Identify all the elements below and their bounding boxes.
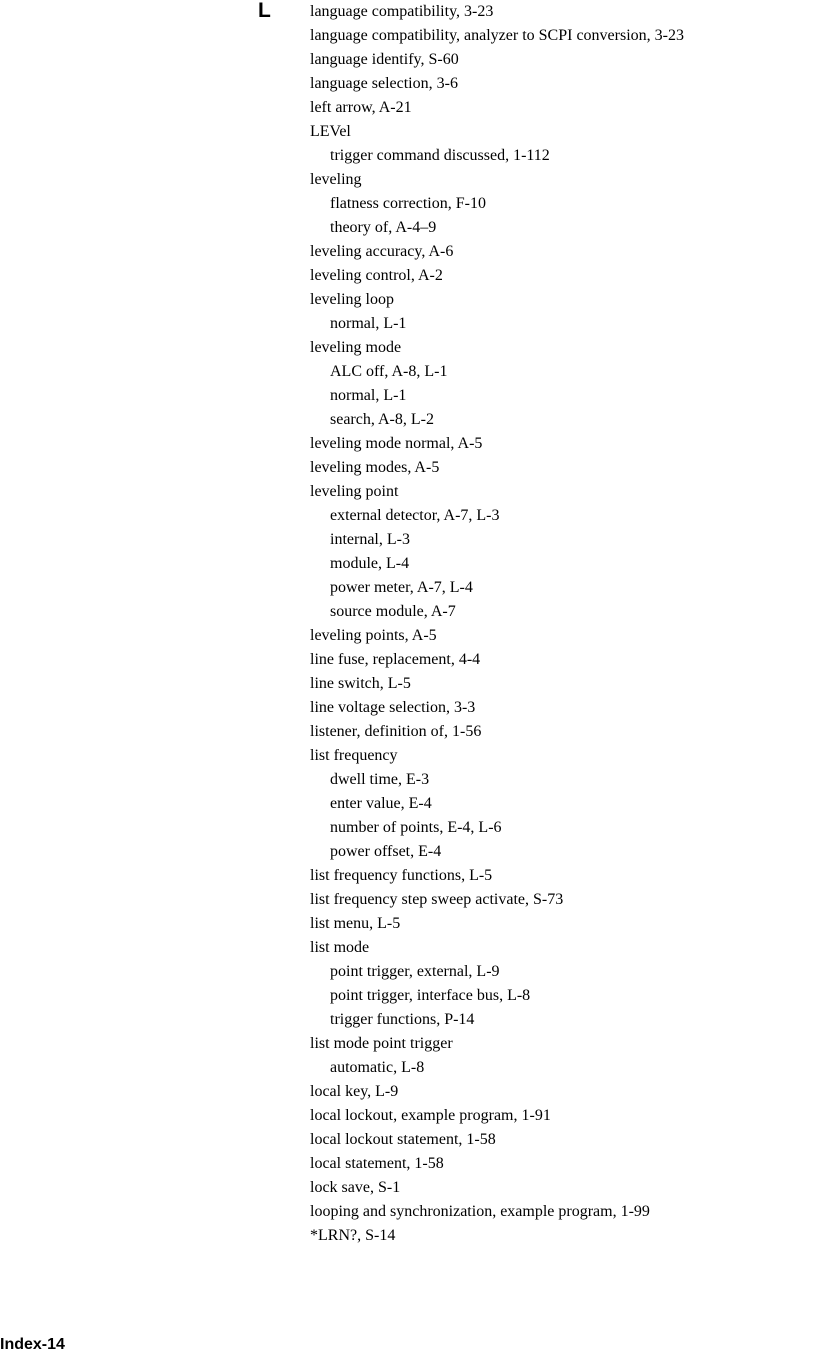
index-entry: language selection, 3-6 [310,75,458,92]
index-subentry: power offset, E-4 [330,843,442,860]
index-subentry: trigger functions, P-14 [330,1011,475,1028]
section-letter: L [258,0,271,22]
index-entry: language identify, S-60 [310,51,459,68]
index-entry: leveling point [310,483,399,500]
index-subentry: normal, L-1 [330,315,407,332]
index-entry: lock save, S-1 [310,1179,401,1196]
index-entry: list menu, L-5 [310,915,401,932]
index-subentry: number of points, E-4, L-6 [330,819,502,836]
index-entry: line voltage selection, 3-3 [310,699,476,716]
index-subentry: ALC off, A-8, L-1 [330,363,448,380]
index-subentry: power meter, A-7, L-4 [330,579,473,596]
index-entry: local statement, 1-58 [310,1155,444,1172]
index-entry: looping and synchronization, example program, 1-99 [310,1203,650,1220]
index-entry: local lockout statement, 1-58 [310,1131,496,1148]
index-entry: list frequency [310,747,398,764]
index-entry: line switch, L-5 [310,675,411,692]
index-subentry: point trigger, interface bus, L-8 [330,987,531,1004]
index-subentry: automatic, L-8 [330,1059,425,1076]
index-entry: line fuse, replacement, 4-4 [310,651,481,668]
index-entry: language compatibility, 3-23 [310,3,494,20]
index-subentry: normal, L-1 [330,387,407,404]
index-subentry: source module, A-7 [330,603,456,620]
index-entry: left arrow, A-21 [310,99,412,116]
index-entry: leveling loop [310,291,394,308]
index-entry: listener, definition of, 1-56 [310,723,482,740]
page-number: Index-14 [0,1336,65,1353]
index-entry: language compatibility, analyzer to SCPI conversion, 3-23 [310,27,684,44]
index-entry: list frequency step sweep activate, S-73 [310,891,564,908]
index-entry: local key, L-9 [310,1083,399,1100]
index-entry: leveling accuracy, A-6 [310,243,454,260]
index-subentry: internal, L-3 [330,531,410,548]
index-entry: leveling control, A-2 [310,267,443,284]
index-subentry: module, L-4 [330,555,410,572]
index-entry: local lockout, example program, 1-91 [310,1107,551,1124]
index-entry: *LRN?, S-14 [310,1227,396,1244]
index-entry: list frequency functions, L-5 [310,867,493,884]
index-entry: leveling mode [310,339,402,356]
index-entry: LEVel [310,123,351,140]
index-entry: list mode [310,939,370,956]
index-entry: leveling modes, A-5 [310,459,440,476]
index-entry-list [310,0,813,1248]
index-entry: leveling points, A-5 [310,627,437,644]
index-subentry: point trigger, external, L-9 [330,963,500,980]
index-subentry: external detector, A-7, L-3 [330,507,500,524]
index-entry: leveling [310,171,362,188]
index-subentry: search, A-8, L-2 [330,411,434,428]
index-subentry: enter value, E-4 [330,795,432,812]
index-subentry: flatness correction, F-10 [330,195,486,212]
index-subentry: trigger command discussed, 1-112 [330,147,550,164]
index-entry: leveling mode normal, A-5 [310,435,483,452]
index-entry: list mode point trigger [310,1035,453,1052]
index-subentry: theory of, A-4–9 [330,219,437,236]
index-subentry: dwell time, E-3 [330,771,430,788]
